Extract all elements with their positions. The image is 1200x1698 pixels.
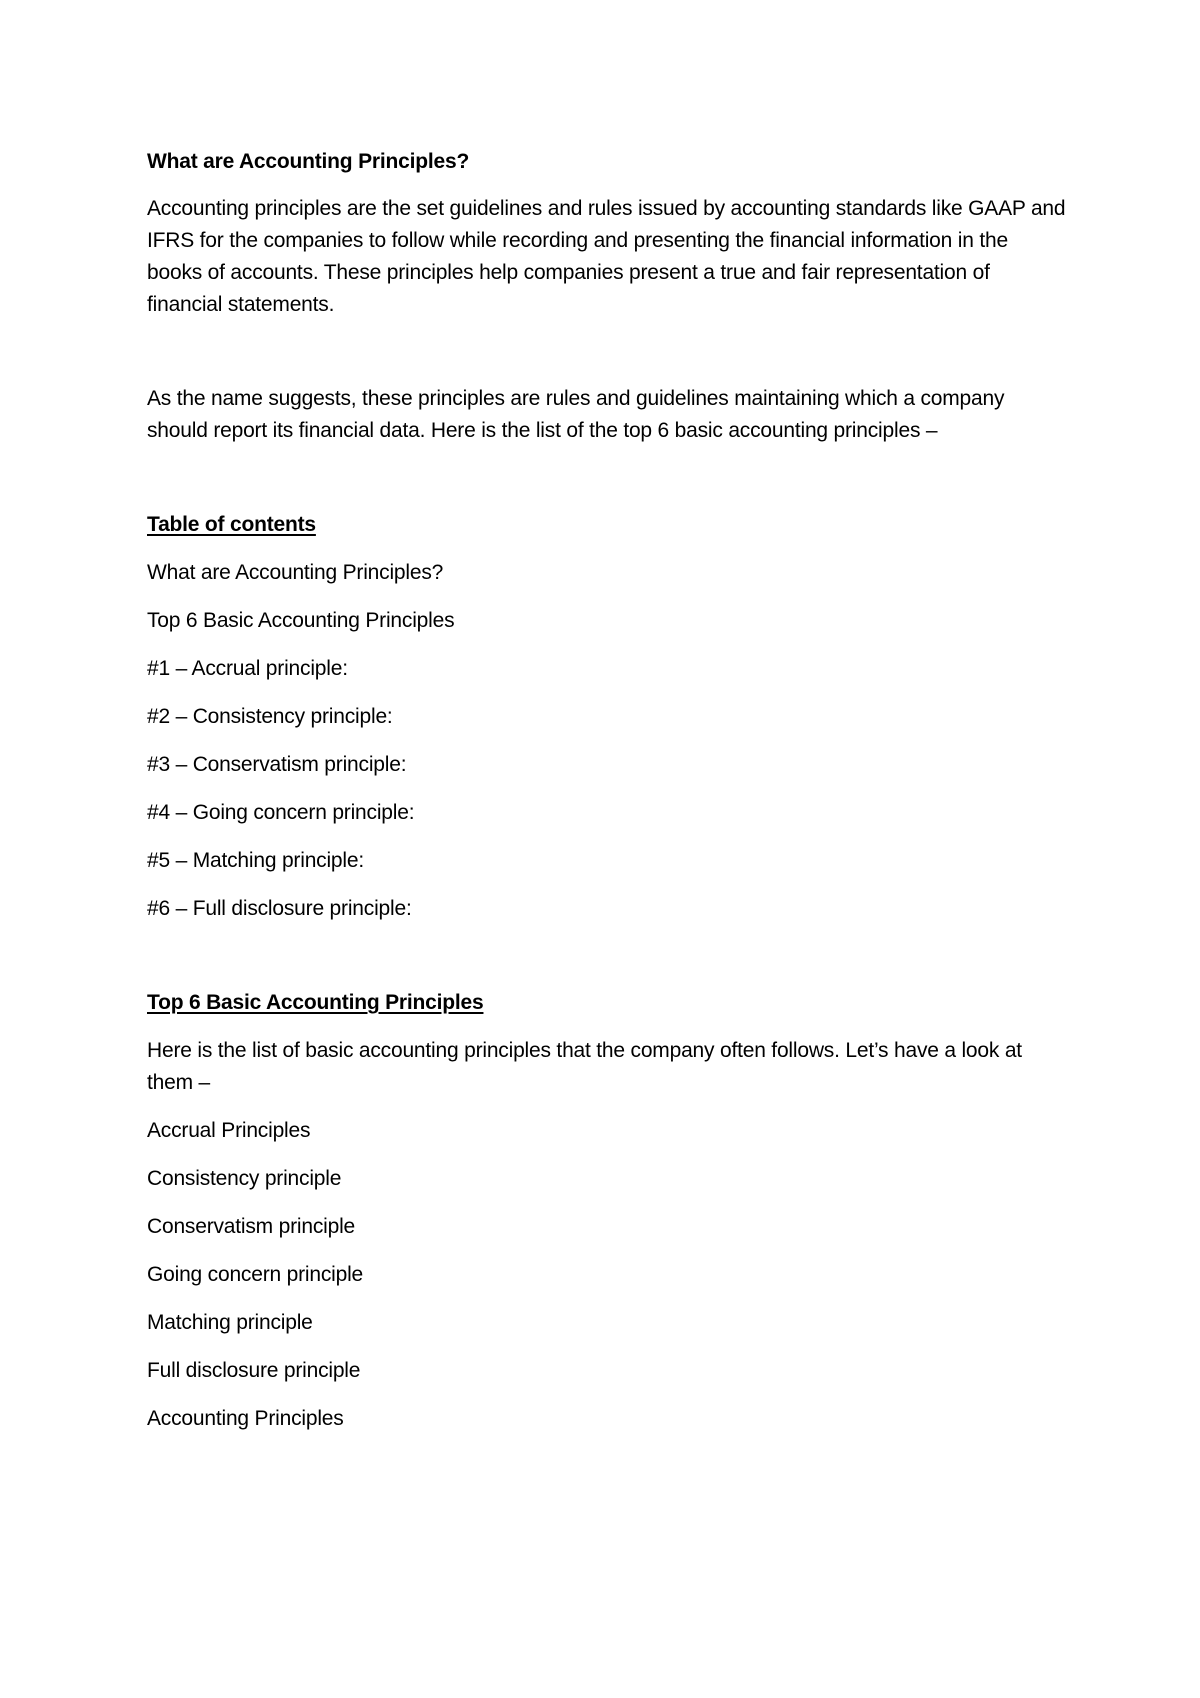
list-item: Matching principle: [147, 1311, 313, 1334]
list-item: Conservatism principle: [147, 1215, 356, 1238]
intro-heading: What are Accounting Principles?: [147, 150, 470, 173]
toc-item: #1 – Accrual principle:: [147, 657, 348, 680]
document-page: [147, 146, 1067, 1451]
list-item: Full disclosure principle: [147, 1359, 361, 1382]
top6-list: [147, 1115, 1067, 1435]
toc-item: #3 – Conservatism principle:: [147, 753, 407, 776]
list-item: Consistency principle: [147, 1167, 342, 1190]
top6-heading: Top 6 Basic Accounting Principles: [147, 991, 484, 1014]
section-spacer: [147, 941, 1067, 987]
toc-item: What are Accounting Principles?: [147, 561, 444, 584]
toc-list: [147, 557, 1067, 925]
toc-heading: Table of contents: [147, 513, 316, 536]
toc-item: #4 – Going concern principle:: [147, 801, 415, 824]
intro-paragraph-2: As the name suggests, these principles are rules and guidelines maintaining which a company should report its financial data. Here is the list of the top 6 basic accounting principles –: [147, 387, 1005, 442]
list-item: Going concern principle: [147, 1263, 364, 1286]
list-item: Accounting Principles: [147, 1407, 344, 1430]
toc-item: Top 6 Basic Accounting Principles: [147, 609, 455, 632]
intro-paragraph-1: Accounting principles are the set guidelines and rules issued by accounting standards like GAAP and IFRS for the companies to follow while recording and presenting the financial information in the books of accounts. These principles help companies present a true and fair representation of financial statements.: [147, 197, 1066, 316]
toc-item: #2 – Consistency principle:: [147, 705, 393, 728]
list-item: Accrual Principles: [147, 1119, 311, 1142]
toc-item: #5 – Matching principle:: [147, 849, 364, 872]
top6-intro: Here is the list of basic accounting principles that the company often follows. Let’s have a look at them –: [147, 1039, 1022, 1094]
toc-item: #6 – Full disclosure principle:: [147, 897, 412, 920]
